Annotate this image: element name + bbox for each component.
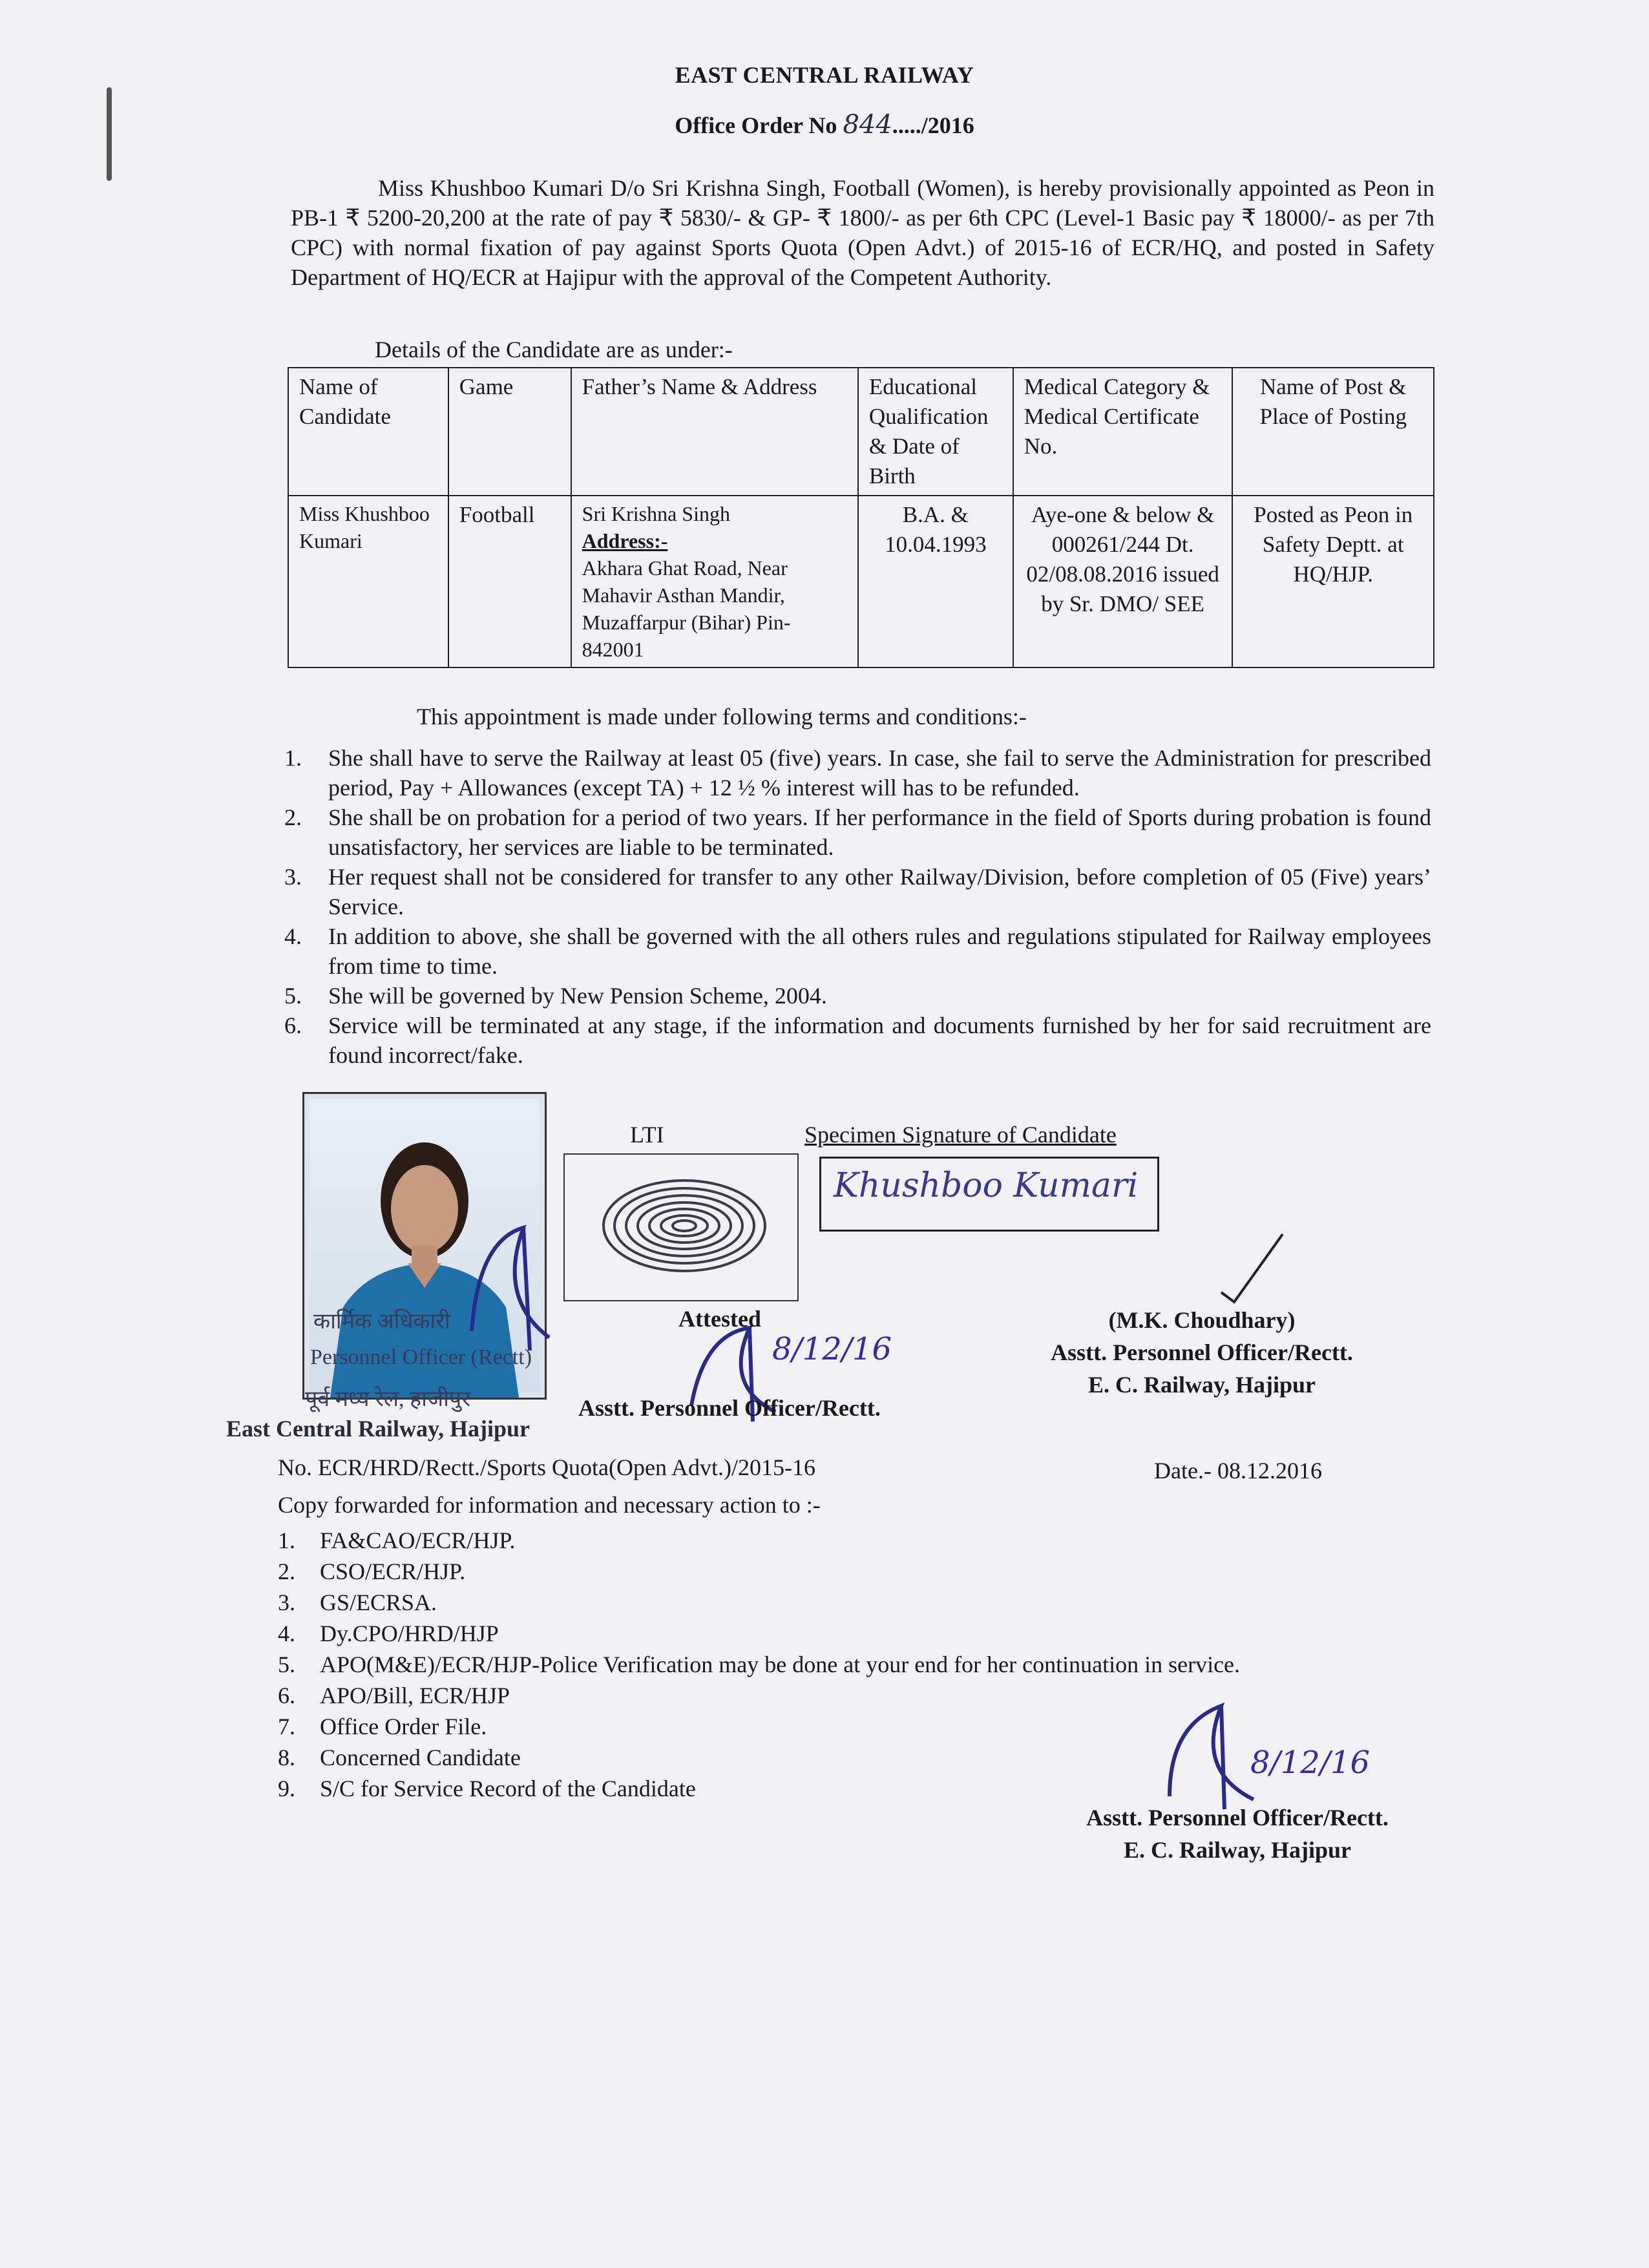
tick-mark-icon [1215,1228,1292,1312]
list-item: 7. Office Order File. [278,1714,487,1739]
attest-date-handwritten: 8/12/16 [772,1331,892,1367]
list-item: 6. Service will be terminated at any stage, if the information and documents furnished by her for said recruitment are found incorrect/fake. [284,1013,1431,1068]
list-item: 8. Concerned Candidate [278,1745,521,1770]
seal-line-1: कार्मिक अधिकारी [313,1310,450,1334]
intro-paragraph: Miss Khushboo Kumari D/o Sri Krishna Singh, Football (Women), is hereby provisionally appointed as Peon in PB-1 ₹ 5200-20,200 at the rate of pay ₹ 5830/- & GP- ₹ 1800/- as per 6th CPC (Level-1 Basic pay ₹ 18000/- as per 7th CPC) with normal fixation of pay against Sports Quota (Open Advt.) of 2015-16 of ECR/HQ, and posted in Safety Department of HQ/ECR at Hajipur with the approval of the Competent Authority. [291,175,1434,290]
office-order-number [0,110,1649,140]
cell-post: Posted as Peon in Safety Deptt. at HQ/HJP. [1232,496,1434,667]
cell-father [571,496,858,667]
list-item: 5. She will be governed by New Pension Scheme, 2004. [284,983,827,1009]
copy-list [278,1525,1240,1804]
header-game: Game [448,368,571,496]
header-medical: Medical Category & Medical Certificate No. [1013,368,1233,496]
address-label: Address:- [582,529,668,552]
order-number-handwritten: 844 [843,110,892,140]
lti-label: LTI [630,1122,664,1148]
header-father: Father’s Name & Address [571,368,858,496]
details-label: Details of the Candidate are as under:- [375,337,733,362]
officer-name: (M.K. Choudhary) [1108,1307,1296,1333]
officer-place: E. C. Railway, Hajipur [1087,1372,1316,1398]
footer-date-handwritten: 8/12/16 [1250,1745,1371,1781]
footer-place: E. C. Railway, Hajipur [1123,1837,1352,1863]
order-prefix: Office Order No [675,112,837,138]
cell-medical: Aye-one & below & 000261/244 Dt. 02/08.08.2016 issued by Sr. DMO/ SEE [1013,496,1233,667]
list-item: 2. CSO/ECR/HJP. [278,1559,466,1584]
list-item: 2. She shall be on probation for a period of two years. If her performance in the field of Sports during probation is found unsatisfactory, her services are liable to be terminated. [284,804,1431,860]
list-item: 3. Her request shall not be considered for transfer to any other Railway/Division, before completion of 05 (Five) years’ Service. [284,864,1431,919]
header-name: Name of Candidate [288,368,448,496]
header-post: Name of Post & Place of Posting [1232,368,1434,496]
reference-number: No. ECR/HRD/Rectt./Sports Quota(Open Advt.)/2015-16 [278,1454,815,1480]
list-item: 3. GS/ECRSA. [278,1590,437,1615]
terms-list [284,743,1431,1070]
father-name: Sri Krishna Singh [582,502,730,525]
candidate-signature: Khushboo Kumari [834,1166,1139,1205]
apo-left-title: Asstt. Personnel Officer/Rectt. [578,1395,881,1421]
list-item: 4. Dy.CPO/HRD/HJP [278,1621,499,1646]
list-item: 4. In addition to above, she shall be governed with the all others rules and regulations stipulated for Railway employees from time to time. [284,923,1431,979]
table-header-row [288,368,1434,496]
org-title: EAST CENTRAL RAILWAY [675,62,974,88]
cell-edu: B.A. & 10.04.1993 [858,496,1013,667]
list-item: 5. APO(M&E)/ECR/HJP-Police Verification may be done at your end for her continuation in service. [278,1652,1241,1677]
list-item: 1. She shall have to serve the Railway at least 05 (five) years. In case, she fail to serve the Administration for prescribed period, Pay + Allowances (except TA) + 12 ½ % interest will has to be refunded. [284,745,1431,801]
list-item: 6. APO/Bill, ECR/HJP [278,1683,510,1708]
list-item: 1. FA&CAO/ECR/HJP. [278,1528,516,1553]
seal-line-3: पूर्व मध्य रेल, हाजीपुर [305,1387,471,1411]
address-text: Akhara Ghat Road, Near Mahavir Asthan Mandir, Muzaffarpur (Bihar) Pin-842001 [582,556,791,661]
seal-line-2: Personnel Officer (Rectt) [310,1345,532,1369]
header-edu: Educational Qualification & Date of Birth [858,368,1013,496]
officer-signature-icon [452,1202,620,1363]
specimen-signature-label: Specimen Signature of Candidate [804,1122,1117,1148]
reference-date: Date.- 08.12.2016 [1154,1458,1322,1484]
officer-sign-block [1008,1304,1396,1401]
officer-title: Asstt. Personnel Officer/Rectt. [1051,1339,1353,1365]
terms-intro: This appointment is made under following terms and conditions:- [417,704,1027,730]
cell-name: Miss Khushboo Kumari [288,496,448,667]
attested-label: Attested [678,1306,761,1332]
copy-forward-label: Copy forwarded for information and necessary action to :- [278,1492,821,1518]
cell-game: Football [448,496,571,667]
order-suffix: ...../2016 [892,112,974,138]
table-row [288,496,1434,667]
footer-title: Asstt. Personnel Officer/Rectt. [1086,1805,1389,1831]
list-item: 9. S/C for Service Record of the Candidate [278,1776,696,1801]
candidate-table [288,367,1434,668]
seal-line-4: East Central Railway, Hajipur [226,1416,530,1442]
footer-sign-block [1044,1801,1431,1866]
